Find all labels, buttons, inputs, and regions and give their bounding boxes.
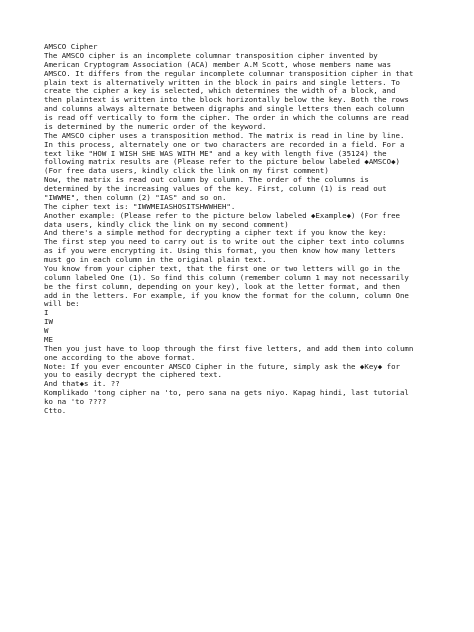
text-line: you to easily decrypt the ciphered text. [44, 370, 222, 380]
text-line: The AMSCO cipher is an incomplete columnar transposition cipher invented by [44, 50, 378, 60]
text-line: And that◆s it. ?? [44, 379, 120, 389]
text-line: text like "HOW I WISH SHE WAS WITH ME" and a key with length five (35124) the [44, 148, 387, 158]
text-line: column labeled One (1). So find this column (remember column 1 may not necessarily [44, 272, 409, 282]
text-line: ko na 'to ???? [44, 397, 107, 406]
column-format-line: ME [44, 334, 53, 344]
text-line: Komplikado 'tong cipher na 'to, pero sana na gets niyo. Kapag hindi, last tutorial [44, 388, 409, 398]
column-format-line: IW [44, 317, 53, 327]
text-line: AMSCO. It differs from the regular incomplete columnar transposition cipher in that [44, 68, 414, 78]
text-line: will be: [44, 299, 80, 309]
text-line: must go in each column in the original plain text. [44, 255, 267, 264]
text-line: data users, kindly click the link on my second comment) [44, 219, 289, 229]
text-line: one according to the above format. [44, 352, 196, 362]
text-line: Now, the matrix is read out column by column. The order of the columns is [44, 175, 369, 185]
text-line: and columns always alternate between digraphs and single letters then each column [44, 104, 405, 114]
text-line: The cipher text is: "IWWMEIASHOSITSHWWHEH". [44, 201, 236, 211]
column-format-line: W [44, 326, 49, 335]
text-line: plain text is alternatively written in the block in pairs and single letters. To [44, 77, 400, 87]
text-line: "IWWME", then column (2) "IAS" and so on. [44, 192, 227, 202]
text-line: Note: If you ever encounter AMSCO Cipher in the future, simply ask the ◆Key◆ for [44, 361, 400, 371]
document-page [44, 43, 464, 416]
text-line: add in the letters. For example, if you know the format for the column, column One [44, 290, 409, 300]
text-line: You know from your cipher text, that the first one or two letters will go in the [44, 263, 400, 273]
text-line: Then you just have to loop through the first five letters, and add them into column [44, 343, 414, 353]
signoff-line: Ctto. [44, 405, 67, 415]
text-line: create the cipher a key is selected, which determines the width of a block, and [44, 86, 396, 96]
text-line: as if you were encrypting it. Using this format, you then know how many letters [44, 246, 396, 256]
text-line: (For free data users, kindly click the link on my first comment) [44, 166, 329, 176]
text-line: American Cryptogram Association (ACA) member A.M Scott, whose members name was [44, 59, 392, 69]
text-line: The AMSCO cipher uses a transposition method. The matrix is read in line by line. [44, 130, 405, 140]
text-line: then plaintext is written into the block horizontally below the key. Both the rows [44, 95, 409, 105]
text-line: In this process, alternately one or two characters are recorded in a field. For a [44, 139, 405, 149]
column-format-line: I [44, 308, 49, 318]
text-line: is read off vertically to form the cipher. The order in which the columns are read [44, 113, 409, 122]
text-line: is determined by the numeric order of the keyword. [44, 121, 267, 131]
text-line: be the first column, depending on your key), look at the letter format, and then [44, 281, 400, 291]
text-line: The first step you need to carry out is to write out the cipher text into columns [44, 237, 405, 247]
doc-title: AMSCO Cipher [44, 42, 98, 51]
text-line: following matrix results are (Please refer to the picture below labeled ◆AMSCO◆) [44, 157, 400, 167]
text-line: And there's a simple method for decrypting a cipher text if you know the key: [44, 228, 387, 238]
text-line: determined by the increasing values of the key. First, column (1) is read out [44, 184, 387, 193]
text-line: Another example: (Please refer to the picture below labeled ◆Example◆) (For free [44, 210, 400, 220]
